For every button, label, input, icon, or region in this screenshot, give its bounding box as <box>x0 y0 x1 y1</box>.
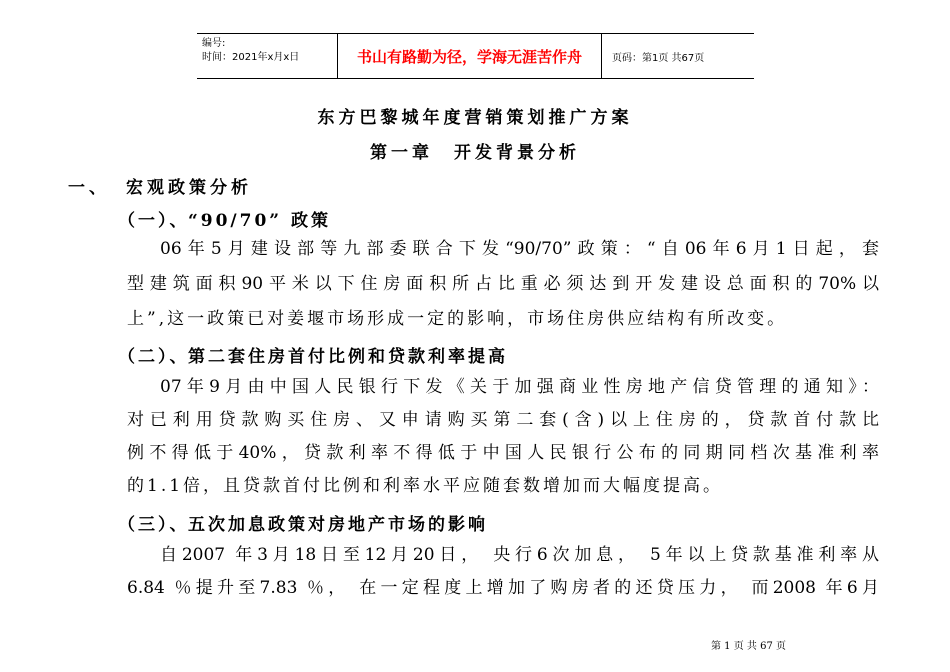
subsection-title: “90/70” 政策 <box>188 211 331 231</box>
header-page-label: 页码：第1页 共67页 <box>612 52 705 64</box>
subsection-title: 五次加息政策对房地产市场的影响 <box>188 515 488 535</box>
paragraph-line: 6.84 ％提升至7.83 ％， 在一定程度上增加了购房者的还贷压力， 而2008 年6月 <box>127 578 879 598</box>
subsection-number: （三）、 <box>118 515 190 535</box>
paragraph-line: 06年5月建设部等九部委联合下发“90/70”政策：“自06年6月1日起，套 <box>160 239 879 259</box>
page-footer: 第 1 页 共 67 页 <box>711 641 786 652</box>
paragraph-line: 例不得低于40%，贷款利率不得低于中国人民银行公布的同期同档次基准利率 <box>127 443 879 463</box>
paragraph-line: 自2007 年3月18日至12月20日， 央行6次加息， 5年以上贷款基准利率从 <box>160 545 879 565</box>
subsection-heading-1 <box>118 206 331 231</box>
chapter-title: 第一章 开发背景分析 <box>370 143 580 163</box>
subsection-heading-2 <box>118 342 508 367</box>
page-header <box>197 33 754 79</box>
time-label: 时间：2021年x月x日 <box>202 52 300 63</box>
section-heading <box>68 173 252 198</box>
paragraph-line: 07年9月由中国人民银行下发《关于加强商业性房地产信贷管理的通知》： <box>160 377 879 397</box>
section-number: 一、 <box>68 178 110 198</box>
subsection-number: （一）、 <box>118 211 190 231</box>
paragraph-line: 型建筑面积90平米以下住房面积所占比重必须达到开发建设总面积的70%以 <box>127 274 879 294</box>
paragraph-line: 的1.1倍，且贷款首付比例和利率水平应随套数增加而大幅度提高。 <box>127 476 724 496</box>
header-motto: 书山有路勤为径，学海无涯苦作舟 <box>337 34 602 78</box>
document-title: 东方巴黎城年度营销策划推广方案 <box>317 108 633 128</box>
section-title: 宏观政策分析 <box>126 178 252 198</box>
subsection-heading-3 <box>118 510 488 535</box>
paragraph-line: 对已利用贷款购买住房、又申请购买第二套(含)以上住房的，贷款首付款比 <box>127 410 879 430</box>
header-meta <box>197 34 337 78</box>
code-label: 编号: <box>202 38 226 49</box>
paragraph-line: 上”,这一政策已对姜堰市场形成一定的影响，市场住房供应结构有所改变。 <box>127 309 788 329</box>
subsection-title: 第二套住房首付比例和贷款利率提高 <box>188 347 508 367</box>
subsection-number: （二）、 <box>118 347 190 367</box>
